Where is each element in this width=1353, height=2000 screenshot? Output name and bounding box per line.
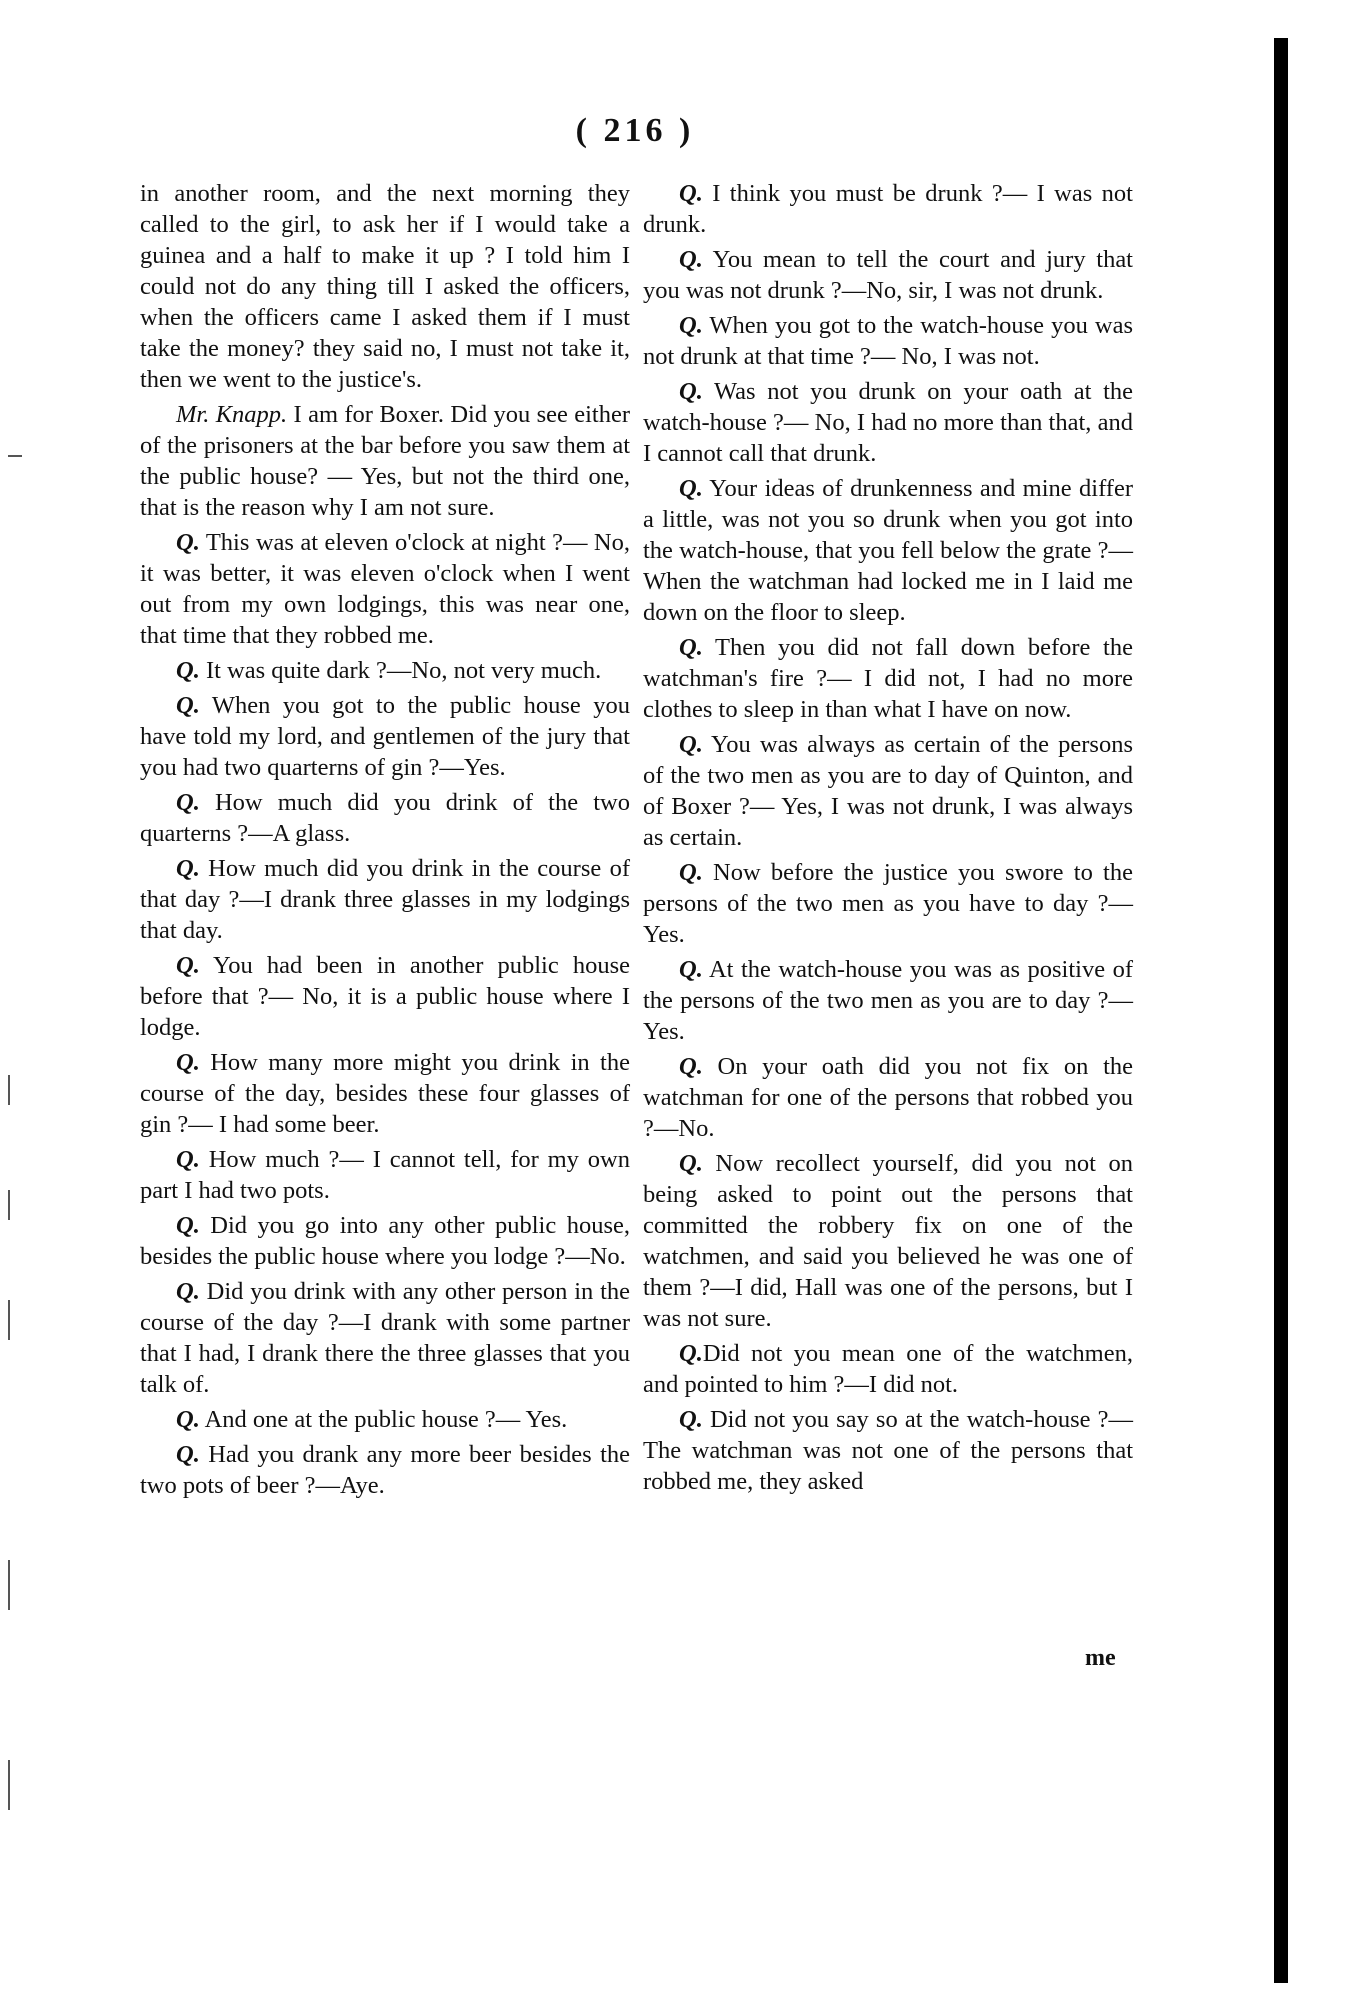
paragraph: [140, 655, 630, 686]
question-marker: Q.: [176, 1049, 200, 1076]
paragraph-text: Then you did not fall down before the watchman's fire ?— I did not, I had no more clothes to sleep in than what I have on now.: [643, 634, 1133, 723]
paragraph: [140, 1047, 630, 1140]
scan-speck: [8, 1760, 10, 1810]
question-marker: Q.: [679, 731, 703, 758]
question-marker: Q.: [679, 1150, 703, 1177]
paragraph: [140, 787, 630, 849]
paragraph-text: How many more might you drink in the course of the day, besides these four glasses of gin ?— I had some beer.: [140, 1049, 630, 1138]
paragraph-text: When you got to the public house you have told my lord, and gentlemen of the jury that you had two quarterns of gin ?—Yes.: [140, 692, 630, 781]
page-number: ( 216 ): [575, 112, 695, 149]
paragraph-text: Did you go into any other public house, besides the public house where you lodge ?—No.: [140, 1212, 630, 1270]
question-marker: Q.: [679, 1340, 703, 1367]
paragraph-text: in another room, and the next morning they called to the girl, to ask her if I would take a guinea and a half to make it up ? I told him I could not do any thing till I asked the officers, when the officers came I asked them if I must take the money? they said no, I must not take it, then we went to the justice's.: [140, 180, 630, 393]
paragraph: [643, 729, 1133, 853]
paragraph-text: Now recollect yourself, did you not on being asked to point out the persons that committed the robbery fix on one of the watchmen, and said you believed he was one of them ?—I did, Hall was one of the persons, but I was not sure.: [643, 1150, 1133, 1332]
paragraph-text: Your ideas of drunkenness and mine differ a little, was not you so drunk when you got into the watch-house, that you fell below the grate ?— When the watchman had locked me in I laid me down on the floor to sleep.: [643, 475, 1133, 626]
paragraph-text: At the watch-house you was as positive of the persons of the two men as you are to day ?—Yes.: [643, 956, 1133, 1045]
catchword: me: [1085, 1645, 1116, 1671]
question-marker: Q.: [176, 1441, 200, 1468]
question-marker: Q.: [176, 657, 200, 684]
paragraph: [140, 1276, 630, 1400]
paragraph-text: You was always as certain of the persons of the two men as you are to day of Quinton, and of Boxer ?— Yes, I was not drunk, I was always as certain.: [643, 731, 1133, 851]
question-marker: Q.: [176, 1406, 200, 1433]
paragraph: [643, 473, 1133, 628]
paragraph: [643, 310, 1133, 372]
question-marker: Q.: [679, 378, 703, 405]
paragraph-text: When you got to the watch-house you was not drunk at that time ?— No, I was not.: [643, 312, 1133, 370]
paragraph: [643, 1338, 1133, 1400]
paragraph: [140, 1144, 630, 1206]
paragraph: [140, 527, 630, 651]
paragraph: [643, 954, 1133, 1047]
paragraph-text: How much ?— I cannot tell, for my own part I had two pots.: [140, 1146, 630, 1204]
question-marker: Q.: [679, 634, 703, 661]
left-column: [140, 178, 630, 1505]
scan-speck: [8, 1075, 10, 1105]
question-marker: Q.: [176, 855, 200, 882]
paragraph-text: You mean to tell the court and jury that you was not drunk ?—No, sir, I was not drunk.: [643, 246, 1133, 304]
question-marker: Q.: [176, 952, 200, 979]
question-marker: Q.: [176, 1212, 200, 1239]
question-marker: Q.: [176, 789, 200, 816]
question-marker: Q.: [176, 692, 200, 719]
scan-speck: [8, 1300, 10, 1340]
paragraph-text: And one at the public house ?— Yes.: [199, 1406, 568, 1433]
question-marker: Q.: [679, 246, 703, 273]
question-marker: Q.: [679, 859, 703, 886]
paragraph: [140, 178, 630, 395]
paragraph-text: Did not you mean one of the watchmen, and pointed to him ?—I did not.: [643, 1340, 1133, 1398]
question-marker: Q.: [679, 312, 703, 339]
paragraph-text: Had you drank any more beer besides the two pots of beer ?—Aye.: [140, 1441, 630, 1499]
question-marker: Q.: [679, 475, 703, 502]
paragraph-text: Now before the justice you swore to the persons of the two men as you have to day ?—Yes.: [643, 859, 1133, 948]
scan-speck: [8, 455, 22, 457]
paragraph-text: How much did you drink in the course of that day ?—I drank three glasses in my lodgings that day.: [140, 855, 630, 944]
paragraph-text: Did you drink with any other person in the course of the day ?—I drank with some partner that I had, I drank there the three glasses that you talk of.: [140, 1278, 630, 1398]
question-marker: Q.: [176, 529, 200, 556]
speaker-name: Mr. Knapp.: [176, 401, 288, 428]
paragraph: [140, 1210, 630, 1272]
paragraph-text: On your oath did you not fix on the watchman for one of the persons that robbed you ?—No.: [643, 1053, 1133, 1142]
paragraph-text: Did not you say so at the watch-house ?— The watchman was not one of the persons that robbed me, they asked: [643, 1406, 1133, 1495]
paragraph: [140, 950, 630, 1043]
scan-speck: [8, 1560, 10, 1610]
paragraph: [643, 632, 1133, 725]
paragraph-text: How much did you drink of the two quarterns ?—A glass.: [140, 789, 630, 847]
paragraph: [643, 1051, 1133, 1144]
scan-speck: [8, 1190, 10, 1220]
paragraph-text: Was not you drunk on your oath at the watch-house ?— No, I had no more than that, and I cannot call that drunk.: [643, 378, 1133, 467]
question-marker: Q.: [679, 1406, 703, 1433]
question-marker: Q.: [679, 956, 703, 983]
paragraph: [140, 1439, 630, 1501]
paragraph: [643, 857, 1133, 950]
paragraph-text: You had been in another public house before that ?— No, it is a public house where I lodge.: [140, 952, 630, 1041]
paragraph-text: This was at eleven o'clock at night ?— No, it was better, it was eleven o'clock when I went out from my own lodgings, this was near one, that time that they robbed me.: [140, 529, 630, 649]
paragraph: [643, 244, 1133, 306]
paragraph: [643, 1148, 1133, 1334]
paragraph: [140, 690, 630, 783]
paragraph: [140, 399, 630, 523]
question-marker: Q.: [176, 1278, 200, 1305]
question-marker: Q.: [679, 1053, 703, 1080]
paragraph: [140, 1404, 630, 1435]
paragraph-text: I think you must be drunk ?— I was not drunk.: [643, 180, 1133, 238]
paragraph: [643, 376, 1133, 469]
page-edge-bar: [1274, 38, 1288, 1983]
paragraph-text: I am for Boxer. Did you see either of the prisoners at the bar before you saw them at the public house? — Yes, but not the third one, that is the reason why I am not sure.: [140, 401, 630, 521]
question-marker: Q.: [176, 1146, 200, 1173]
question-marker: Q.: [679, 180, 703, 207]
paragraph: [643, 1404, 1133, 1497]
right-column: [643, 178, 1133, 1501]
paragraph: [643, 178, 1133, 240]
paragraph: [140, 853, 630, 946]
paragraph-text: It was quite dark ?—No, not very much.: [199, 657, 602, 684]
